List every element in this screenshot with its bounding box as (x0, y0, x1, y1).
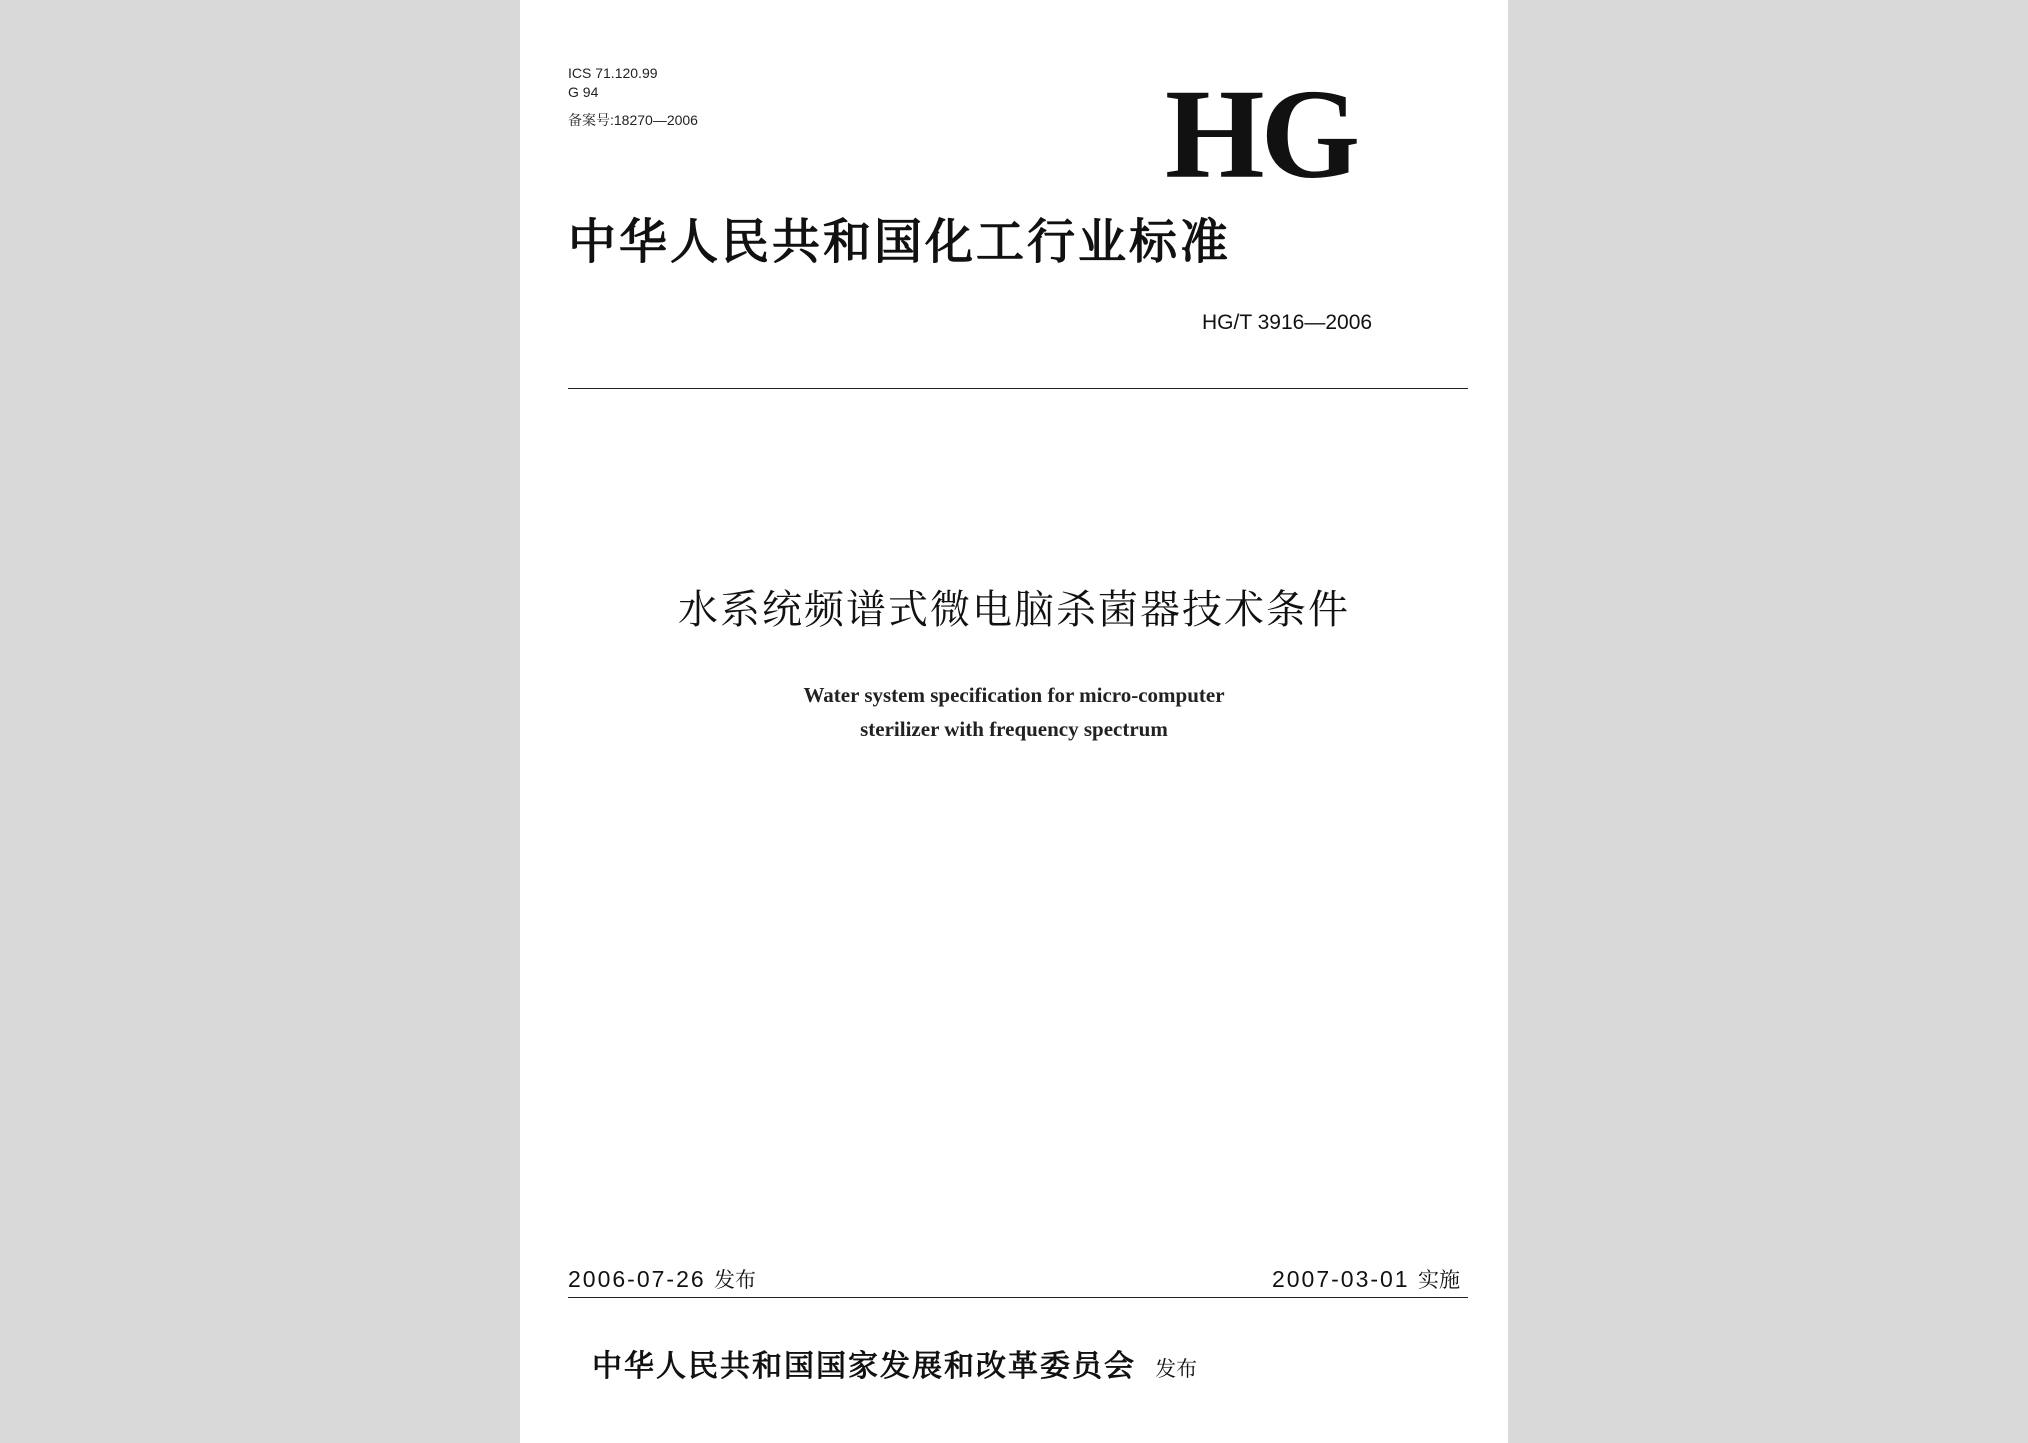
document-page (520, 0, 1508, 1443)
release-date-value: 2006-07-26 (568, 1266, 706, 1292)
title-english-line2: sterilizer with frequency spectrum (860, 717, 1168, 741)
hg-logo: HG (1165, 63, 1357, 205)
filing-number: 备案号:18270—2006 (568, 112, 698, 128)
header-divider (568, 388, 1468, 389)
org-title: 中华人民共和国化工行业标准 (568, 214, 1232, 270)
issuer-label: 发布 (1155, 1357, 1198, 1381)
issuer-name: 中华人民共和国国家发展和改革委员会 (592, 1349, 1136, 1384)
effective-date (1272, 1265, 1460, 1295)
footer-divider (568, 1297, 1468, 1298)
effective-label: 实施 (1418, 1269, 1460, 1292)
effective-date-value: 2007-03-01 (1271, 1266, 1410, 1292)
ccs-code: G 94 (568, 84, 599, 100)
title-english-line1: Water system specification for micro-computer (803, 683, 1225, 707)
release-label: 发布 (714, 1269, 757, 1292)
issuer-block (592, 1349, 1197, 1387)
release-date (568, 1265, 756, 1295)
title-chinese: 水系统频谱式微电脑杀菌器技术条件 (678, 587, 1350, 633)
standard-code: HG/T 3916—2006 (1202, 311, 1373, 334)
ics-code: ICS 71.120.99 (568, 65, 658, 81)
